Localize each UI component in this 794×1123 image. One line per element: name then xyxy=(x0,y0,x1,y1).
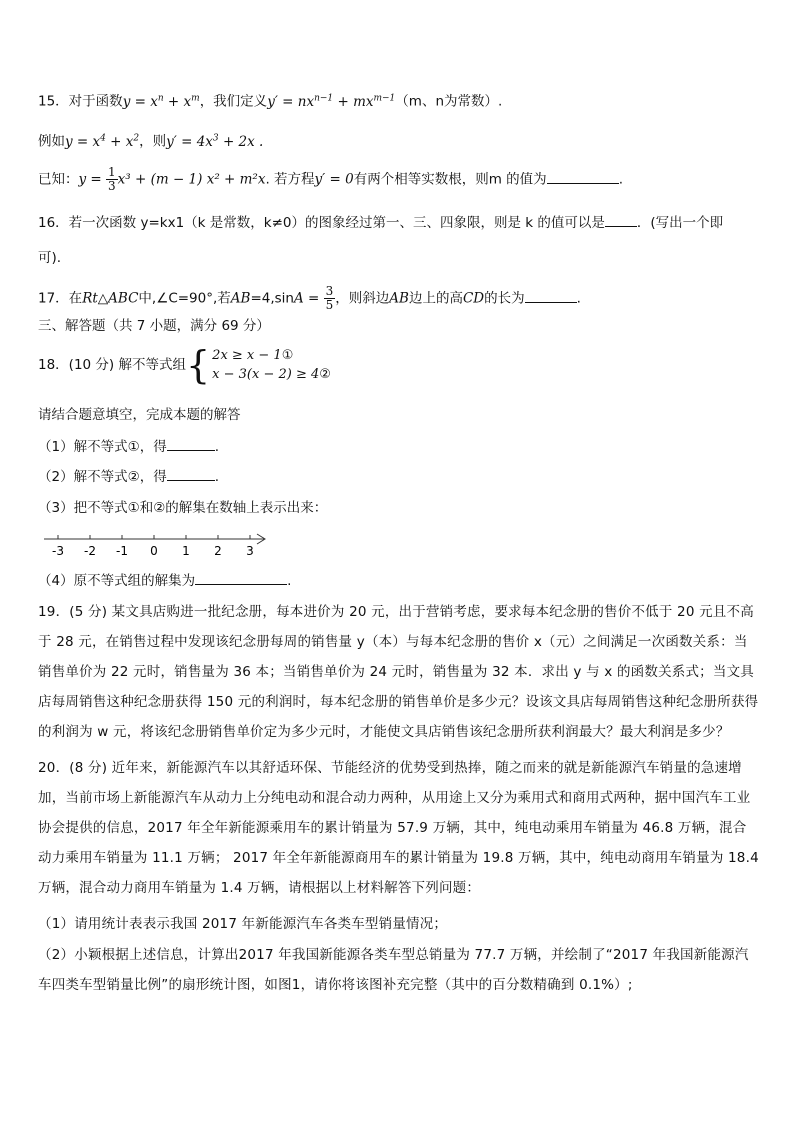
q17-tail: 的长为 xyxy=(484,290,525,307)
q18-part-4 xyxy=(38,570,291,591)
q18-part-2-period: . xyxy=(214,469,219,485)
number-line-label: -3 xyxy=(52,544,64,558)
q18-part-1-blank[interactable] xyxy=(167,436,215,451)
q18-brace: { xyxy=(185,343,211,387)
q18-part-4-text: （4）原不等式组的解集为 xyxy=(38,573,196,589)
q20-text: 20．(8 分) 近年来，新能源汽车以其舒适环保、节能经济的优势受到热捧，随之而来的就是新能源汽车销量的急速增加，当前市场上新能源汽车从动力上分纯电动和混合动力两种，从用途上又分为乘用式和商用式两种，据中国汽车工业协会提供的信息，2017 年全年新能源乘用车的累计销量为 57.9 万辆，其中，纯电动乘用车销量为 46.8 万辆，混合动力乘用车销量为 11.1 万辆； 2017 年全年新能源商用车的累计销量为 19.8 万辆，其中，纯电动商用车销量为 18.4 万辆，混合动力商用车销量为 1.4 万辆，请根据以上材料解答下列问题： xyxy=(38,760,759,896)
q15-given-intro: 已知： xyxy=(38,171,79,188)
q17-fraction: $\frac{3}{5}$ xyxy=(325,284,334,312)
q17-mid4: 边上的高 xyxy=(408,290,463,307)
number-line-label: 1 xyxy=(182,544,190,558)
q15-given xyxy=(38,166,623,193)
section-heading: 三、解答题（共 7 小题，满分 69 分） xyxy=(38,318,270,334)
q17-period: . xyxy=(576,290,581,307)
q17-mid3: ，则斜边 xyxy=(335,290,390,307)
q19-text: 19．(5 分) 某文具店购进一批纪念册，每本进价为 20 元，出于营销考虑，要求每本纪念册的售价不低于 20 元且不高于 28 元，在销售过程中发现该纪念册每周的销售量 y（本）与每本纪念册的售价 x（元）之间满足一次函数关系：当销售单价为 22 元时，销售量为 36 本；当销售单价为 24 元时，销售量为 32 本．求出 y 与 x 的函数关系式；当文具店每周销售这种纪念册获得 150 元的利润时，每本纪念册的销售单价是多少元？设该文具店每周销售这种纪念册所获得的利润为 w 元，将该纪念册销售单价定为多少元时，才能使文具店销售该纪念册所获利润最大？最大利润是多少？ xyxy=(38,604,759,740)
q18-part-1-text: （1）解不等式①，得 xyxy=(38,439,167,455)
q15-intro: 15．对于函数 xyxy=(38,93,123,110)
q18-part-3: （3）把不等式①和②的解集在数轴上表示出来： xyxy=(38,500,328,516)
q15-mid: ，我们定义 xyxy=(199,93,268,110)
q15-deriv: $y' = nx^{n-1} + mx^{m-1}$ xyxy=(267,93,396,110)
q17-answer-blank[interactable] xyxy=(525,288,577,303)
q18-part-1 xyxy=(38,436,219,457)
q17-cd: CD xyxy=(462,290,485,307)
q18-prompt: 请结合题意填空，完成本题的解答 xyxy=(38,407,241,423)
q15-answer-blank[interactable] xyxy=(547,169,619,184)
q15-given-y: y = xyxy=(78,171,107,188)
q18-inequality-2: x − 3(x − 2) ≥ 4 xyxy=(212,367,320,382)
q18-part-4-period: . xyxy=(287,573,292,589)
q20-part-1: （1）请用统计表表示我国 2017 年新能源汽车各类车型销量情况； xyxy=(38,916,448,932)
q15-example xyxy=(38,128,263,152)
q18-part-2-blank[interactable] xyxy=(167,466,215,481)
q15-fraction: $\frac{1}{3}$ xyxy=(108,165,116,193)
q17-ab2: AB xyxy=(389,290,409,307)
number-line-label: -2 xyxy=(84,544,96,558)
q15-given-equation: y′ = 0 xyxy=(314,171,354,188)
q15-tail: （m、n为常数）. xyxy=(395,93,503,110)
q18-part-2 xyxy=(38,466,219,487)
q17-ab: AB xyxy=(230,290,251,307)
q16-text: 16．若一次函数 y=kx1（k 是常数，k≠0）的图象经过第一、三、四象限，则是 k 的值可以是 xyxy=(38,215,605,231)
q16-text-end: 可). xyxy=(38,250,62,266)
q16-text-tail: ．(写出一个即 xyxy=(636,215,724,231)
q17-intro: 17．在 xyxy=(38,290,83,307)
q20-part-2: （2）小颖根据上述信息，计算出2017 年我国新能源各类车型总销量为 77.7 万辆，并绘制了“2017 年我国新能源汽车四类车型销量比例”的扇形统计图，如图1，请你将该图补充完整（其中的百分数精确到 0.1%）; xyxy=(38,947,749,993)
q15-line-1 xyxy=(38,88,502,112)
number-line-label: -1 xyxy=(116,544,128,558)
number-line-label: 0 xyxy=(150,544,158,558)
q17-eq: = xyxy=(303,290,324,307)
q15-period: . xyxy=(618,171,623,188)
number-line-label: 3 xyxy=(246,544,254,558)
q18-part-1-period: . xyxy=(214,439,219,455)
q15-example-intro: 例如 xyxy=(38,133,65,150)
q18-system: 2x ≥ x − 1① x − 3(x − 2) ≥ 4② xyxy=(212,348,331,382)
q16-line-1 xyxy=(38,212,723,233)
number-line-label: 2 xyxy=(214,544,222,558)
q15-given-expression: x³ + (m − 1) x² + m²x xyxy=(117,171,266,188)
q18-header xyxy=(38,343,331,387)
q18-intro: 18．(10 分) 解不等式组 xyxy=(38,357,186,373)
q15-example-deriv: $y' = 4x^3 + 2x$ . xyxy=(166,133,264,150)
q18-part-2-text: （2）解不等式②，得 xyxy=(38,469,167,485)
q17-line xyxy=(38,285,581,312)
q16-answer-blank[interactable] xyxy=(605,212,637,227)
q15-func: $y = x^n + x^m$ xyxy=(122,93,200,110)
number-line-ticks xyxy=(52,535,254,558)
q18-inequality-1: 2x ≥ x − 1 xyxy=(212,348,282,363)
q15-given-tail: 有两个相等实数根，则m 的值为 xyxy=(353,171,547,188)
q16-line-2 xyxy=(38,248,61,268)
q17-triangle: Rt△ABC xyxy=(82,290,139,307)
q15-example-func: $y = x^4 + x^2$ xyxy=(65,133,140,150)
q17-mid1: 中,∠C=90°,若 xyxy=(138,290,231,307)
number-line xyxy=(38,530,278,562)
q17-a: A xyxy=(294,290,304,307)
q18-part-4-blank[interactable] xyxy=(195,570,287,585)
q15-given-mid: . 若方程 xyxy=(265,171,315,188)
q17-mid2: =4,sin xyxy=(250,290,294,307)
q15-example-mid: ，则 xyxy=(139,133,167,150)
